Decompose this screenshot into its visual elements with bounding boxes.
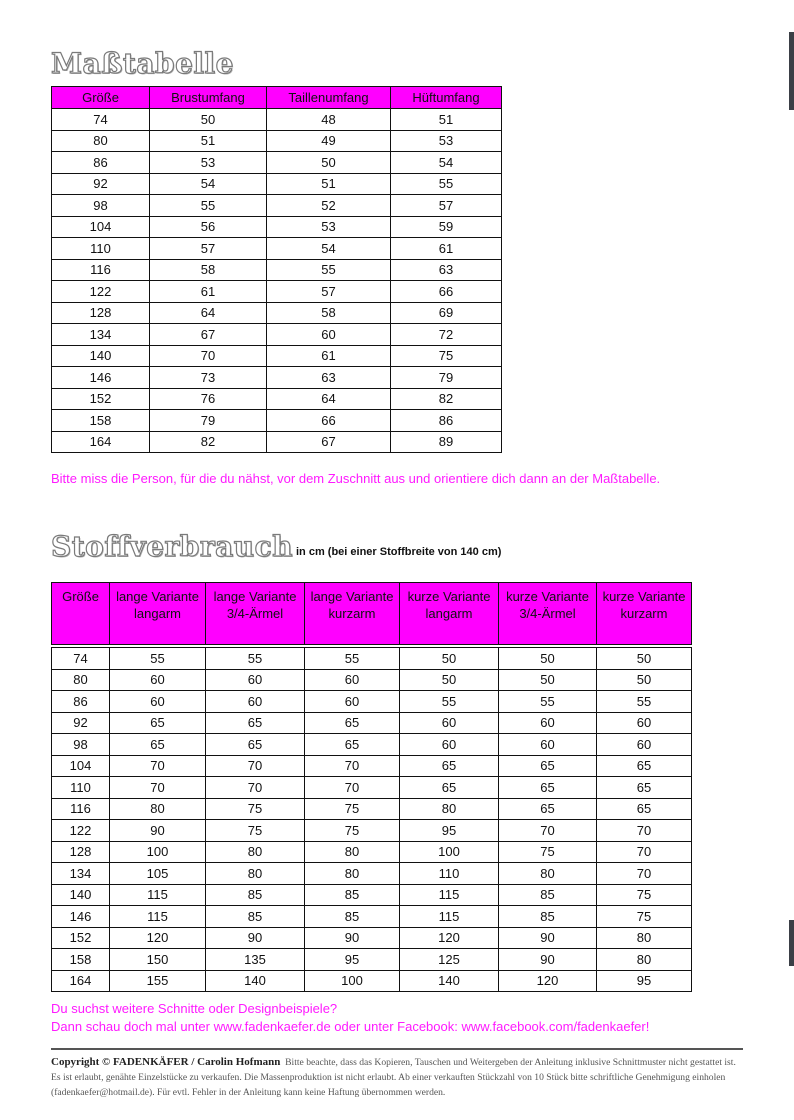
fabric-table-row	[52, 863, 692, 885]
measure-note: Bitte miss die Person, für die du nähst, vor dem Zuschnitt aus und orientiere dich dann an der Maßtabelle.	[51, 471, 661, 486]
size-table-cell: 66	[267, 410, 391, 432]
size-table-row	[52, 238, 502, 260]
fabric-table-cell: 80	[206, 863, 305, 885]
size-table-cell: 75	[391, 345, 502, 367]
fabric-table-subtitle: in cm (bei einer Stoffbreite von 140 cm)	[296, 546, 502, 558]
size-table-cell: 58	[267, 302, 391, 324]
fabric-table-cell: 70	[597, 841, 692, 863]
size-table-cell: 69	[391, 302, 502, 324]
fabric-table-header-line: lange Variante	[116, 589, 199, 604]
size-table-row	[52, 324, 502, 346]
fabric-table-header	[305, 583, 400, 645]
fabric-table-cell: 55	[499, 691, 597, 713]
size-table-cell: 79	[391, 367, 502, 389]
size-table-cell: 51	[391, 109, 502, 131]
fabric-table-title: Stoffverbrauch	[51, 530, 293, 563]
size-table-cell: 92	[52, 173, 150, 195]
fabric-table-header-line: lange Variante	[213, 589, 297, 604]
fabric-table-cell: 60	[597, 734, 692, 756]
promo-line-1: Du suchst weitere Schnitte oder Designbeispiele?	[51, 1001, 338, 1016]
fabric-table-cell: 95	[305, 949, 400, 971]
size-table	[51, 86, 502, 453]
fabric-table-cell: 70	[597, 820, 692, 842]
size-table-cell: 51	[267, 173, 391, 195]
fabric-table-cell: 98	[52, 734, 110, 756]
size-table-cell: 63	[267, 367, 391, 389]
fabric-table-cell: 120	[400, 927, 499, 949]
fabric-table-cell: 110	[52, 777, 110, 799]
fabric-table-header	[400, 583, 499, 645]
size-table-cell: 51	[150, 130, 267, 152]
fabric-table-cell: 65	[110, 734, 206, 756]
fabric-table-cell: 55	[400, 691, 499, 713]
fabric-table-header-line: kurze Variante	[407, 589, 491, 604]
size-table-row	[52, 281, 502, 303]
fabric-table-cell: 70	[305, 755, 400, 777]
fabric-table-header-line: langarm	[425, 606, 473, 621]
size-table-row	[52, 216, 502, 238]
fabric-table-cell: 90	[206, 927, 305, 949]
size-table-cell: 76	[150, 388, 267, 410]
fabric-table-cell: 65	[499, 798, 597, 820]
size-table-cell: 54	[150, 173, 267, 195]
fabric-table-cell: 85	[206, 906, 305, 928]
fabric-table-cell: 74	[52, 648, 110, 670]
size-table-cell: 98	[52, 195, 150, 217]
fabric-table-cell: 65	[597, 798, 692, 820]
fabric-table-cell: 70	[206, 777, 305, 799]
fabric-table-cell: 116	[52, 798, 110, 820]
size-table-cell: 59	[391, 216, 502, 238]
fabric-table-cell: 75	[597, 884, 692, 906]
fabric-table-row	[52, 777, 692, 799]
fabric-table-header-line: 3/4-Ärmel	[519, 606, 576, 621]
fabric-table-cell: 104	[52, 755, 110, 777]
size-table-cell: 152	[52, 388, 150, 410]
size-table-header: Hüftumfang	[391, 87, 502, 109]
fabric-table-cell: 65	[305, 712, 400, 734]
fabric-table-header-line: 3/4-Ärmel	[226, 606, 284, 621]
fabric-table-cell: 60	[400, 734, 499, 756]
size-table-cell: 50	[267, 152, 391, 174]
fabric-table-cell: 80	[499, 863, 597, 885]
size-table-cell: 66	[391, 281, 502, 303]
size-table-cell: 67	[150, 324, 267, 346]
size-table-row	[52, 259, 502, 281]
size-table-cell: 104	[52, 216, 150, 238]
fabric-table-cell: 115	[110, 884, 206, 906]
size-table-cell: 64	[150, 302, 267, 324]
fabric-table-header	[110, 583, 206, 645]
fabric-table-cell: 155	[110, 970, 206, 992]
fabric-table-cell: 85	[305, 906, 400, 928]
fabric-table-cell: 65	[305, 734, 400, 756]
page-edge-marker-bottom	[789, 920, 794, 966]
fabric-table	[51, 582, 692, 992]
fabric-table-cell: 65	[206, 734, 305, 756]
size-table-cell: 55	[267, 259, 391, 281]
size-table-cell: 55	[150, 195, 267, 217]
fabric-table-cell: 55	[597, 691, 692, 713]
fabric-table-cell: 90	[305, 927, 400, 949]
fabric-table-cell: 110	[400, 863, 499, 885]
size-table-cell: 116	[52, 259, 150, 281]
fabric-table-row	[52, 691, 692, 713]
fabric-table-cell: 95	[597, 970, 692, 992]
fabric-table-header-line: kurzarm	[620, 606, 668, 621]
size-table-cell: 61	[267, 345, 391, 367]
fabric-table-cell: 60	[110, 669, 206, 691]
copyright-text: Bitte beachte, dass das Kopieren, Tauschen und Weitergeben der Anleitung inklusive Schnittmuster nicht gestattet ist. Es ist erlaubt, genähte Einzelstücke zu verkaufen. Die Massenproduktion ist nicht erlaubt. Ab einer verkauften Stückzahl von 10 Stück bitte schriftliche Genehmigung einholen (fadenkaefer@hotmail.de). Für evtl. Fehler in der Anleitung kann keine Haftung übernommen werden.	[51, 1057, 736, 1098]
footer-copyright-notice	[51, 1055, 746, 1100]
fabric-table-cell: 95	[400, 820, 499, 842]
fabric-table-header-line: Größe	[62, 589, 99, 604]
fabric-table-cell: 134	[52, 863, 110, 885]
fabric-table-row	[52, 734, 692, 756]
fabric-table-cell: 115	[400, 884, 499, 906]
size-table-cell: 82	[391, 388, 502, 410]
fabric-table-cell: 65	[597, 755, 692, 777]
size-table-cell: 122	[52, 281, 150, 303]
fabric-table-row	[52, 798, 692, 820]
fabric-table-header	[499, 583, 597, 645]
fabric-table-cell: 50	[499, 648, 597, 670]
fabric-table-cell: 152	[52, 927, 110, 949]
size-table-cell: 55	[391, 173, 502, 195]
size-table-cell: 67	[267, 431, 391, 453]
size-table-cell: 79	[150, 410, 267, 432]
size-table-cell: 80	[52, 130, 150, 152]
fabric-table-cell: 105	[110, 863, 206, 885]
size-table-cell: 164	[52, 431, 150, 453]
size-table-header: Größe	[52, 87, 150, 109]
fabric-table-cell: 65	[110, 712, 206, 734]
fabric-table-cell: 128	[52, 841, 110, 863]
fabric-table-row	[52, 949, 692, 971]
fabric-table-cell: 65	[499, 755, 597, 777]
size-table-cell: 56	[150, 216, 267, 238]
fabric-table-cell: 80	[597, 949, 692, 971]
fabric-table-cell: 90	[499, 927, 597, 949]
size-table-cell: 50	[150, 109, 267, 131]
size-table-cell: 134	[52, 324, 150, 346]
fabric-table-cell: 90	[499, 949, 597, 971]
fabric-table-cell: 50	[499, 669, 597, 691]
size-table-row	[52, 388, 502, 410]
size-table-cell: 53	[391, 130, 502, 152]
fabric-table-header-line: kurze Variante	[602, 589, 686, 604]
size-table-cell: 146	[52, 367, 150, 389]
fabric-table-cell: 92	[52, 712, 110, 734]
size-table-row	[52, 345, 502, 367]
size-table-cell: 48	[267, 109, 391, 131]
size-table-row	[52, 109, 502, 131]
size-table-row	[52, 173, 502, 195]
fabric-table-row	[52, 884, 692, 906]
size-table-header: Taillenumfang	[267, 87, 391, 109]
fabric-table-cell: 86	[52, 691, 110, 713]
fabric-table-row	[52, 712, 692, 734]
fabric-table-cell: 158	[52, 949, 110, 971]
fabric-table-cell: 75	[499, 841, 597, 863]
size-table-cell: 74	[52, 109, 150, 131]
fabric-table-cell: 140	[52, 884, 110, 906]
size-table-title: Maßtabelle	[51, 47, 234, 80]
fabric-table-row	[52, 927, 692, 949]
size-table-cell: 57	[150, 238, 267, 260]
size-table-cell: 54	[267, 238, 391, 260]
fabric-table-cell: 70	[499, 820, 597, 842]
fabric-table-cell: 75	[305, 798, 400, 820]
fabric-table-cell: 80	[305, 863, 400, 885]
size-table-cell: 54	[391, 152, 502, 174]
fabric-table-cell: 120	[499, 970, 597, 992]
size-table-cell: 158	[52, 410, 150, 432]
fabric-table-cell: 50	[597, 648, 692, 670]
fabric-table-cell: 85	[206, 884, 305, 906]
size-table-cell: 72	[391, 324, 502, 346]
fabric-table-row	[52, 841, 692, 863]
page-edge-marker-top	[789, 32, 794, 110]
fabric-table-cell: 55	[110, 648, 206, 670]
fabric-table-cell: 75	[305, 820, 400, 842]
fabric-table-cell: 135	[206, 949, 305, 971]
size-table-header-row	[52, 87, 502, 109]
size-table-cell: 61	[150, 281, 267, 303]
size-table-row	[52, 302, 502, 324]
fabric-table-cell: 85	[499, 884, 597, 906]
fabric-table-cell: 100	[400, 841, 499, 863]
fabric-table-cell: 65	[597, 777, 692, 799]
fabric-table-cell: 60	[499, 734, 597, 756]
fabric-table-cell: 90	[110, 820, 206, 842]
size-table-cell: 61	[391, 238, 502, 260]
size-table-cell: 57	[391, 195, 502, 217]
fabric-table-header	[206, 583, 305, 645]
fabric-table-cell: 60	[597, 712, 692, 734]
fabric-table-cell: 60	[206, 669, 305, 691]
size-table-cell: 86	[391, 410, 502, 432]
fabric-table-cell: 50	[400, 669, 499, 691]
fabric-table-cell: 80	[52, 669, 110, 691]
fabric-table-cell: 146	[52, 906, 110, 928]
fabric-table-header	[597, 583, 692, 645]
size-table-cell: 58	[150, 259, 267, 281]
fabric-table-cell: 60	[305, 691, 400, 713]
fabric-table-cell: 80	[400, 798, 499, 820]
size-table-cell: 70	[150, 345, 267, 367]
fabric-table-row	[52, 820, 692, 842]
fabric-table-header-line: kurzarm	[328, 606, 376, 621]
fabric-table-cell: 70	[305, 777, 400, 799]
fabric-table-cell: 60	[499, 712, 597, 734]
size-table-cell: 53	[267, 216, 391, 238]
size-table-cell: 63	[391, 259, 502, 281]
fabric-table-cell: 125	[400, 949, 499, 971]
fabric-table-cell: 80	[597, 927, 692, 949]
fabric-table-cell: 65	[499, 777, 597, 799]
fabric-table-cell: 100	[110, 841, 206, 863]
fabric-table-cell: 85	[499, 906, 597, 928]
fabric-table-cell: 75	[206, 798, 305, 820]
fabric-table-header	[52, 583, 110, 645]
fabric-table-cell: 65	[206, 712, 305, 734]
fabric-table-header-line: kurze Variante	[506, 589, 589, 604]
size-table-row	[52, 130, 502, 152]
fabric-table-cell: 60	[206, 691, 305, 713]
fabric-table-row	[52, 669, 692, 691]
promo-line-2: Dann schau doch mal unter www.fadenkaefer.de oder unter Facebook: www.facebook.com/fadenkaefer!	[51, 1019, 650, 1034]
fabric-table-cell: 60	[400, 712, 499, 734]
fabric-table-cell: 70	[110, 755, 206, 777]
fabric-table-cell: 50	[400, 648, 499, 670]
size-table-cell: 128	[52, 302, 150, 324]
fabric-table-cell: 120	[110, 927, 206, 949]
fabric-table-cell: 70	[110, 777, 206, 799]
fabric-table-cell: 80	[206, 841, 305, 863]
fabric-table-cell: 80	[305, 841, 400, 863]
size-table-cell: 110	[52, 238, 150, 260]
fabric-table-cell: 164	[52, 970, 110, 992]
fabric-table-cell: 60	[110, 691, 206, 713]
fabric-table-row	[52, 970, 692, 992]
fabric-table-header-row	[52, 583, 692, 645]
fabric-table-cell: 122	[52, 820, 110, 842]
fabric-table-header-line: langarm	[134, 606, 181, 621]
size-table-header: Brustumfang	[150, 87, 267, 109]
size-table-cell: 64	[267, 388, 391, 410]
fabric-table-cell: 75	[206, 820, 305, 842]
fabric-table-cell: 115	[110, 906, 206, 928]
fabric-table-cell: 65	[400, 755, 499, 777]
fabric-table-cell: 85	[305, 884, 400, 906]
size-table-row	[52, 152, 502, 174]
fabric-table-cell: 75	[597, 906, 692, 928]
fabric-table-row	[52, 648, 692, 670]
size-table-cell: 140	[52, 345, 150, 367]
fabric-table-cell: 140	[400, 970, 499, 992]
size-table-cell: 82	[150, 431, 267, 453]
fabric-table-cell: 100	[305, 970, 400, 992]
size-table-cell: 89	[391, 431, 502, 453]
fabric-table-cell: 140	[206, 970, 305, 992]
size-table-cell: 49	[267, 130, 391, 152]
fabric-table-row	[52, 906, 692, 928]
size-table-cell: 52	[267, 195, 391, 217]
fabric-table-cell: 55	[206, 648, 305, 670]
fabric-table-cell: 65	[400, 777, 499, 799]
footer-divider	[51, 1048, 743, 1050]
fabric-table-cell: 55	[305, 648, 400, 670]
size-table-row	[52, 367, 502, 389]
fabric-table-row	[52, 755, 692, 777]
fabric-table-cell: 150	[110, 949, 206, 971]
size-table-row	[52, 410, 502, 432]
fabric-table-cell: 70	[597, 863, 692, 885]
size-table-row	[52, 195, 502, 217]
size-table-cell: 60	[267, 324, 391, 346]
size-table-cell: 86	[52, 152, 150, 174]
size-table-cell: 57	[267, 281, 391, 303]
fabric-table-cell: 60	[305, 669, 400, 691]
fabric-table-cell: 70	[206, 755, 305, 777]
size-table-row	[52, 431, 502, 453]
fabric-table-cell: 50	[597, 669, 692, 691]
size-table-cell: 53	[150, 152, 267, 174]
copyright-label: Copyright © FADENKÄFER / Carolin Hofmann	[51, 1056, 281, 1068]
fabric-table-cell: 80	[110, 798, 206, 820]
fabric-table-cell: 115	[400, 906, 499, 928]
fabric-table-header-line: lange Variante	[310, 589, 394, 604]
size-table-cell: 73	[150, 367, 267, 389]
